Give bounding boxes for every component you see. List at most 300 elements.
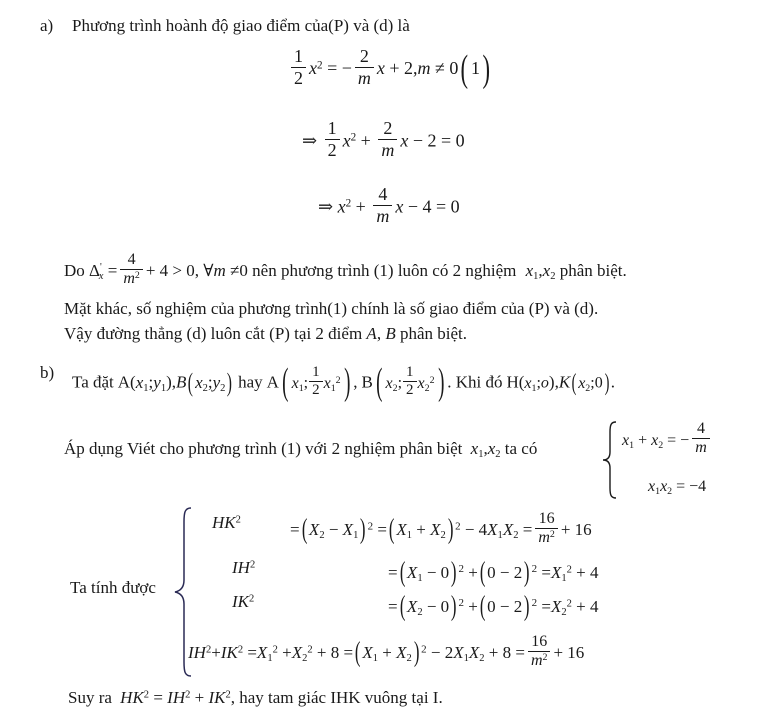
ik-result bbox=[551, 597, 572, 616]
point-B2-name: B bbox=[361, 372, 373, 392]
product-x1 bbox=[648, 478, 660, 495]
fraction-two-over-m bbox=[378, 119, 397, 160]
point-H-name: H bbox=[506, 372, 519, 392]
ik-result-tail: + 4 bbox=[576, 596, 599, 616]
hk-minus-four: − 4 bbox=[464, 520, 488, 540]
sum-term-x1-base: X bbox=[256, 643, 268, 663]
delta-m-condition: ≠0 bbox=[230, 261, 248, 281]
comma-1: , bbox=[171, 372, 176, 392]
sum-ik-exponent: 2 bbox=[237, 644, 244, 656]
sum-mul-x2-subscript: 2 bbox=[479, 653, 485, 665]
product-x1-subscript: 1 bbox=[655, 485, 661, 497]
root-x2 bbox=[542, 261, 556, 283]
fraction-numerator: 2 bbox=[378, 119, 397, 140]
hk-term-x2-subscript: 2 bbox=[513, 530, 519, 542]
system-row-hk-body bbox=[290, 509, 592, 550]
paren-open: ( bbox=[301, 514, 308, 546]
paren-close: ) bbox=[524, 590, 530, 622]
conclusion-line bbox=[68, 688, 443, 708]
B-y-coord bbox=[213, 373, 226, 392]
sum-mul-x2 bbox=[468, 643, 485, 665]
point-B-name: B bbox=[176, 372, 187, 392]
ih-p2-inner: 0 − 2 bbox=[487, 562, 523, 582]
fraction-denominator bbox=[535, 529, 558, 547]
mat-khac-line bbox=[64, 299, 598, 319]
ik-p2-exponent: 2 bbox=[531, 597, 538, 610]
B-x-coord bbox=[195, 373, 208, 392]
hk-plus-sixteen: + 16 bbox=[560, 520, 592, 540]
ih-p1-a-subscript: 1 bbox=[417, 572, 423, 584]
delta-tail-2: phân biệt. bbox=[559, 261, 627, 281]
conclusion-hk bbox=[120, 688, 149, 707]
sum-paren-b-base: X bbox=[396, 643, 407, 663]
viete-prefix: Áp dụng Viét cho phương trình (1) với 2 nghiệm phân biệt bbox=[64, 439, 463, 458]
paren-open: ( bbox=[130, 372, 136, 392]
product-value: = −4 bbox=[676, 478, 707, 495]
B2-x-subscript: 2 bbox=[392, 382, 398, 394]
fraction-numerator: 16 bbox=[528, 634, 551, 653]
fraction-numerator: 4 bbox=[692, 421, 710, 440]
B-y-subscript: 2 bbox=[220, 382, 226, 394]
paren-close: ) bbox=[604, 369, 610, 396]
delta-discriminant-line bbox=[64, 250, 627, 291]
part-a-marker bbox=[40, 16, 53, 36]
viete-system-row-1 bbox=[622, 419, 713, 460]
B2-x-coord bbox=[386, 375, 398, 392]
hk-p2-b-base: X bbox=[430, 520, 441, 540]
sum-term-x2 bbox=[291, 643, 313, 665]
ik-equals-1: = bbox=[388, 596, 398, 616]
system-row-ih-body bbox=[388, 558, 598, 590]
product-x2-subscript: 2 bbox=[667, 485, 673, 497]
eq1-lhs-variable: x bbox=[309, 58, 317, 79]
hk-p1-b-base: X bbox=[342, 520, 354, 540]
sum-plus: + bbox=[638, 431, 648, 449]
hk-p2-b bbox=[430, 520, 446, 542]
sum-equals-minus: = − bbox=[667, 431, 690, 449]
comma-3: , bbox=[554, 372, 559, 392]
sum-paren-a-subscript: 1 bbox=[372, 653, 379, 665]
equation-2 bbox=[302, 118, 465, 163]
comma-2: , bbox=[353, 372, 358, 392]
conclusion-ik bbox=[208, 688, 230, 707]
B-x-base: x bbox=[195, 372, 203, 392]
mat-khac-label: Mặt khác, số nghiệm của phương trình(1) chính là số giao điểm của (P) và (d). bbox=[64, 299, 599, 318]
forall-icon: ∀ bbox=[203, 261, 214, 281]
delta-equals: = bbox=[107, 261, 118, 281]
paren-close: ) bbox=[360, 514, 366, 546]
H-x-base: x bbox=[524, 374, 532, 392]
semicolon: ; bbox=[590, 374, 595, 392]
conclusion-prefix: Suy ra bbox=[68, 688, 112, 707]
ik-equals-2: = bbox=[541, 596, 551, 616]
eq1-tag-number: 1 bbox=[471, 58, 481, 79]
sum-ih-exponent: 2 bbox=[205, 644, 212, 656]
sum-plus-eight-b: + 8 = bbox=[488, 643, 525, 663]
sum-paren-plus: + bbox=[382, 643, 392, 663]
fraction-denominator bbox=[528, 652, 551, 670]
semicolon: ; bbox=[536, 374, 541, 392]
delta-line-prefix: Do bbox=[64, 261, 85, 281]
implies-arrow-icon: ⇒ bbox=[318, 196, 334, 217]
root-x1-base: x bbox=[525, 261, 534, 281]
eq1-equals: = bbox=[327, 58, 338, 79]
sum-ih-base: IH bbox=[188, 643, 206, 663]
paren-close: ) bbox=[437, 361, 445, 404]
sum-minus-two: − 2 bbox=[430, 643, 454, 663]
fraction-sixteen-over-m-squared bbox=[528, 634, 551, 671]
sum-x1-subscript: 1 bbox=[629, 439, 635, 451]
fraction-one-half bbox=[291, 47, 306, 88]
ik-p1-a-base: X bbox=[406, 596, 418, 616]
system-row-ih-label bbox=[232, 558, 255, 578]
viete-x2-base: x bbox=[487, 439, 496, 458]
ih-plus: + bbox=[468, 562, 478, 582]
hk-p2-a bbox=[396, 520, 412, 542]
fraction-denominator: m bbox=[357, 67, 371, 88]
root-x1 bbox=[525, 261, 539, 283]
system-row-ik-body bbox=[388, 592, 598, 624]
eq1-cond-variable: m bbox=[417, 58, 431, 79]
conclusion-ih bbox=[167, 688, 190, 707]
K-x-coord bbox=[578, 375, 590, 392]
ih-p2-exponent: 2 bbox=[531, 563, 538, 576]
hk-p1-minus: − bbox=[328, 520, 339, 540]
sum-term-x2-exponent: 2 bbox=[307, 644, 313, 656]
hk-term-x2-base: X bbox=[502, 520, 514, 540]
paren-close: ) bbox=[413, 637, 420, 669]
paren-close: ) bbox=[451, 556, 457, 588]
viete-x2-subscript: 2 bbox=[495, 448, 501, 460]
part-b-marker-label: b) bbox=[40, 363, 55, 382]
hk-label-exponent: 2 bbox=[235, 514, 241, 526]
fraction-two-over-m bbox=[355, 47, 374, 88]
fraction-denominator: m bbox=[376, 206, 390, 227]
equation-3 bbox=[318, 184, 460, 229]
H-x-coord bbox=[524, 375, 536, 392]
paren-close: ) bbox=[166, 372, 172, 392]
hk-p2-a-subscript: 1 bbox=[406, 530, 412, 542]
hk-equals-2: = bbox=[377, 520, 387, 540]
sum-x2-base: x bbox=[651, 431, 659, 449]
system-row-hk-label bbox=[212, 513, 241, 533]
sum-term-x1-subscript: 1 bbox=[267, 653, 273, 665]
paren-close: ) bbox=[343, 361, 351, 404]
eq3-tail: − 4 = 0 bbox=[407, 196, 460, 217]
sum-x1 bbox=[622, 432, 634, 449]
point-A-name: A bbox=[117, 372, 131, 392]
H-x-subscript: 1 bbox=[531, 382, 537, 394]
A2-y-expression bbox=[324, 375, 341, 392]
sum-plus-2: + bbox=[282, 643, 292, 663]
product-x1-base: x bbox=[648, 478, 656, 495]
eq2-plus: + bbox=[360, 130, 371, 151]
fraction-denominator-exponent: 2 bbox=[542, 652, 548, 664]
point-B-label: B bbox=[385, 324, 396, 343]
A-y-base: y bbox=[153, 372, 161, 392]
viete-system-row-2 bbox=[648, 478, 706, 496]
sum-paren-b bbox=[396, 643, 412, 665]
K-x-subscript: 2 bbox=[585, 382, 591, 394]
ih-result-tail: + 4 bbox=[576, 562, 599, 582]
vay-duong-thang-line bbox=[64, 324, 467, 344]
ik-p1-minus-zero: − 0 bbox=[426, 596, 450, 616]
fraction-four-over-m bbox=[373, 185, 392, 226]
hk-p1-b bbox=[342, 520, 359, 542]
semicolon: ; bbox=[397, 374, 403, 392]
fraction-numerator: 1 bbox=[325, 119, 340, 140]
hay-label: hay bbox=[238, 372, 263, 392]
fraction-sixteen-over-m-squared bbox=[535, 511, 558, 548]
delta-tail-1: nên phương trình (1) luôn có 2 nghiệm bbox=[252, 261, 517, 281]
sum-mul-x1 bbox=[453, 643, 469, 665]
paren-close: ) bbox=[524, 556, 530, 588]
fraction-denominator-exponent: 2 bbox=[134, 270, 140, 282]
semicolon: ; bbox=[148, 372, 154, 392]
eq3-variable: x bbox=[337, 196, 346, 217]
part-b-marker bbox=[40, 363, 54, 383]
hk-p2-a-base: X bbox=[396, 520, 407, 540]
root-x2-subscript: 2 bbox=[550, 271, 556, 283]
conclusion-plus: + bbox=[194, 688, 205, 707]
fraction-denominator-base: m bbox=[123, 270, 135, 288]
sum-plus-1: + bbox=[211, 643, 221, 663]
ta-tinh-duoc-text: Ta tính được bbox=[70, 578, 156, 597]
fraction-numerator: 1 bbox=[309, 365, 323, 383]
ik-p1-a-subscript: 2 bbox=[417, 606, 423, 618]
eq1-plus-two: + 2, bbox=[389, 58, 418, 79]
viete-x1-base: x bbox=[470, 439, 479, 458]
khi-do-label: . Khi đó bbox=[447, 372, 503, 392]
product-x2 bbox=[660, 478, 672, 495]
fraction-one-half bbox=[309, 365, 323, 400]
system-row-sum bbox=[188, 632, 585, 673]
conclusion-hk-exponent: 2 bbox=[143, 689, 150, 701]
vay-post: phân biệt. bbox=[399, 324, 467, 343]
eq2-variable-2: x bbox=[400, 130, 409, 151]
system-row-ik-label bbox=[232, 592, 254, 612]
implies-arrow-icon: ⇒ bbox=[302, 130, 318, 151]
sum-x1-base: x bbox=[622, 431, 630, 449]
fraction-four-over-m-squared bbox=[120, 252, 143, 289]
fraction-denominator: 2 bbox=[312, 382, 320, 399]
hk-p1-a bbox=[308, 520, 325, 542]
B-x-subscript: 2 bbox=[202, 382, 208, 394]
ih-result bbox=[551, 563, 572, 582]
ih-result-base: X bbox=[550, 562, 562, 582]
sum-term-x2-subscript: 2 bbox=[302, 653, 308, 665]
ik-p2-inner: 0 − 2 bbox=[487, 596, 523, 616]
hk-term-x2 bbox=[502, 520, 519, 542]
sum-ik bbox=[221, 643, 243, 662]
fraction-one-half bbox=[325, 119, 340, 160]
fraction-denominator-base: m bbox=[530, 652, 543, 670]
sum-paren-a bbox=[362, 643, 379, 665]
paren-close: ) bbox=[447, 514, 454, 546]
eq1-condition: ≠ 0 bbox=[435, 58, 459, 79]
ih-p1-a-base: X bbox=[406, 562, 418, 582]
paren-open: ( bbox=[388, 514, 395, 546]
ta-tinh-duoc-label bbox=[70, 578, 156, 598]
viete-comma: , bbox=[483, 439, 488, 458]
delta-m-variable: m bbox=[213, 261, 226, 281]
hk-label bbox=[212, 513, 241, 532]
sum-ik-base: IK bbox=[220, 643, 238, 663]
A-y-subscript: 1 bbox=[160, 382, 167, 394]
delta-mid-expression: + 4 > 0, bbox=[145, 261, 200, 281]
delta-symbol: Δ bbox=[89, 261, 100, 281]
sum-term-x2-base: X bbox=[291, 643, 303, 663]
sum-mul-x1-subscript: 1 bbox=[463, 653, 469, 665]
ik-label-base: IK bbox=[232, 592, 249, 611]
A2-y-exponent: 2 bbox=[335, 374, 341, 386]
sum-mul-x1-base: X bbox=[453, 643, 464, 663]
K-x-base: x bbox=[578, 374, 586, 392]
viete-root-x1 bbox=[471, 439, 484, 458]
roots-comma: , bbox=[538, 261, 543, 281]
fraction-numerator: 16 bbox=[535, 511, 558, 530]
paren-open: ( bbox=[282, 361, 289, 404]
ik-result-exponent: 2 bbox=[566, 598, 572, 610]
sum-ih bbox=[188, 643, 211, 662]
A-x-coord bbox=[136, 373, 149, 392]
hk-p2-plus: + bbox=[416, 520, 426, 540]
fraction-numerator: 2 bbox=[355, 47, 374, 68]
root-x2-base: x bbox=[542, 261, 551, 281]
period-end: . bbox=[610, 372, 615, 392]
B-y-base: y bbox=[212, 372, 221, 392]
ik-p1-exponent: 2 bbox=[458, 597, 464, 610]
fraction-denominator: m bbox=[695, 439, 707, 457]
hk-term-x1-subscript: 1 bbox=[497, 530, 503, 542]
fraction-numerator: 4 bbox=[120, 252, 143, 271]
paren-open: ( bbox=[376, 361, 383, 404]
fraction-denominator: 2 bbox=[327, 140, 337, 161]
viete-line bbox=[64, 439, 537, 459]
hk-p1-a-subscript: 2 bbox=[319, 530, 325, 542]
eq1-minus: − bbox=[341, 58, 352, 79]
fraction-denominator bbox=[120, 270, 143, 288]
eq2-variable: x bbox=[342, 130, 351, 151]
hk-p2-exponent: 2 bbox=[455, 520, 461, 533]
viete-x1-subscript: 1 bbox=[478, 448, 484, 460]
ih-equals-1: = bbox=[388, 562, 398, 582]
ih-label-exponent: 2 bbox=[249, 559, 256, 571]
sum-mul-x2-base: X bbox=[468, 643, 480, 663]
B2-y-exponent: 2 bbox=[429, 374, 435, 386]
point-A2-name: A bbox=[266, 372, 279, 392]
part-a-intro-label: Phương trình hoành độ giao điểm của(P) và (d) là bbox=[72, 16, 410, 35]
sum-plus-sixteen: + 16 bbox=[553, 643, 585, 663]
sum-paren-b-subscript: 2 bbox=[406, 653, 412, 665]
sum-plus-eight: + 8 = bbox=[316, 643, 354, 663]
eq1-lhs-exponent: 2 bbox=[317, 59, 323, 72]
delta-subscript: x bbox=[98, 271, 104, 283]
fraction-denominator-exponent: 2 bbox=[549, 529, 555, 541]
paren-close: ) bbox=[548, 372, 555, 392]
vay-prefix: Vậy đường thẳng (d) luôn cắt (P) tại 2 điểm bbox=[64, 324, 363, 343]
ih-label-base: IH bbox=[232, 558, 250, 577]
ik-p1-a bbox=[407, 597, 423, 616]
ta-dat-label: Ta đặt bbox=[72, 372, 114, 392]
ih-p1-exponent: 2 bbox=[458, 563, 464, 576]
hk-p1-b-subscript: 1 bbox=[353, 530, 359, 542]
root-x1-subscript: 1 bbox=[533, 271, 539, 283]
conclusion-equals: = bbox=[153, 688, 163, 707]
delta-symbol-group bbox=[89, 261, 104, 283]
fraction-numerator: 1 bbox=[403, 365, 417, 383]
part-a-intro-text bbox=[72, 16, 410, 36]
point-K-name: K bbox=[558, 372, 571, 392]
A-y-coord bbox=[153, 373, 166, 392]
ik-result-subscript: 2 bbox=[561, 606, 567, 618]
sum-paren-a-base: X bbox=[362, 643, 373, 663]
part-a-marker-label: a) bbox=[40, 16, 54, 35]
hk-equals-3: = bbox=[522, 520, 533, 540]
ih-result-subscript: 1 bbox=[561, 572, 567, 584]
paren-open: ( bbox=[354, 637, 361, 669]
viete-root-x2 bbox=[488, 439, 501, 458]
eq1-tag-open-paren: ( bbox=[460, 47, 469, 90]
A2-y-base: x bbox=[323, 374, 331, 392]
B2-y-subscript: 2 bbox=[424, 382, 430, 394]
paren-open: ( bbox=[188, 367, 194, 397]
viete-post: ta có bbox=[504, 439, 538, 458]
eq3-plus: + bbox=[355, 196, 366, 217]
eq3-exponent: 2 bbox=[345, 197, 352, 210]
paren-close: ) bbox=[451, 590, 457, 622]
paren-close: ) bbox=[227, 367, 233, 397]
B2-x-base: x bbox=[385, 374, 393, 392]
eq1-rhs-variable: x bbox=[376, 58, 385, 79]
sum-x2-subscript: 2 bbox=[658, 439, 664, 451]
ih-result-exponent: 2 bbox=[566, 564, 572, 576]
B2-y-base: x bbox=[417, 374, 425, 392]
hk-p1-a-base: X bbox=[308, 520, 320, 540]
sum-paren-exponent: 2 bbox=[421, 643, 427, 656]
H-y-coord: o bbox=[540, 374, 549, 392]
point-A-label: A bbox=[366, 324, 377, 343]
fraction-denominator: m bbox=[381, 140, 395, 161]
K-y-coord: 0 bbox=[594, 374, 603, 392]
eq3-variable-2: x bbox=[395, 196, 404, 217]
fraction-one-half bbox=[403, 365, 417, 400]
ih-equals-2: = bbox=[541, 562, 551, 582]
delta-prime-icon: ' bbox=[99, 262, 102, 274]
semicolon: ; bbox=[303, 374, 309, 392]
fraction-denominator-base: m bbox=[538, 529, 550, 547]
B2-y-expression bbox=[418, 375, 435, 392]
hk-term-x1-base: X bbox=[487, 520, 498, 540]
paren-open: ( bbox=[399, 590, 406, 622]
eq2-exponent: 2 bbox=[350, 131, 357, 144]
hk-term-x1 bbox=[487, 520, 503, 542]
paren-open: ( bbox=[479, 590, 486, 622]
conclusion-post: , hay tam giác IHK vuông tại I. bbox=[230, 688, 443, 707]
ik-result-base: X bbox=[550, 596, 562, 616]
viete-system-brace-icon bbox=[600, 420, 618, 500]
ik-label bbox=[232, 592, 254, 611]
A2-x-base: x bbox=[291, 374, 299, 392]
sum-x2 bbox=[651, 432, 663, 449]
vay-comma: , bbox=[376, 324, 382, 343]
ih-label bbox=[232, 558, 255, 577]
equation-1 bbox=[288, 45, 493, 92]
part-b-points-line bbox=[72, 362, 615, 406]
fraction-four-over-m bbox=[692, 421, 710, 458]
conclusion-ik-base: IK bbox=[208, 688, 226, 707]
hk-label-base: HK bbox=[212, 513, 236, 532]
